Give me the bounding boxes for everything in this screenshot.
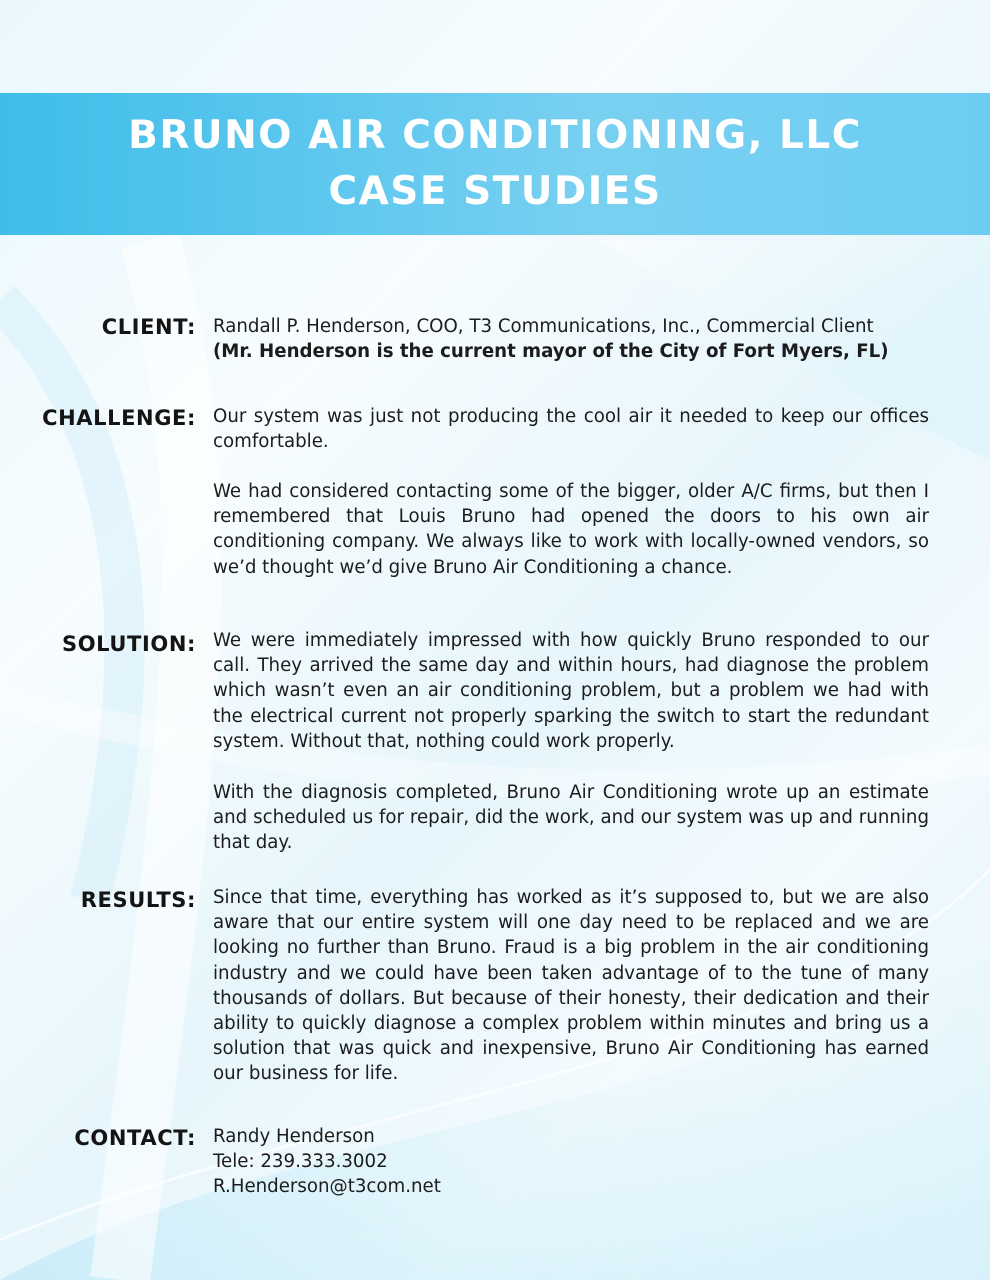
page-title-line1: BRUNO AIR CONDITIONING, LLC (128, 113, 862, 158)
results-label: RESULTS: (80, 888, 196, 912)
challenge-section (213, 404, 929, 454)
contact-section (213, 1124, 929, 1200)
solution-paragraph-2: With the diagnosis completed, Bruno Air Conditioning wrote up an estimate and scheduled us for repair, did the work, and our system was up and running that day. (213, 782, 929, 854)
results-section (213, 885, 929, 1087)
solution-paragraph-1: We were immediately impressed with how quickly Bruno responded to our call. They arrived the same day and within hours, had diagnose the problem which wasn’t even an air conditioning problem, but a problem we had with the electrical current not properly sparking the switch to start the redundant system. Without that, nothing could work properly. (213, 630, 929, 752)
contact-phone: Tele: 239.333.3002 (213, 1151, 388, 1173)
contact-name: Randy Henderson (213, 1126, 375, 1147)
client-note: (Mr. Henderson is the current mayor of the City of Fort Myers, FL) (213, 341, 889, 363)
challenge-section-2 (213, 479, 929, 580)
challenge-label: CHALLENGE: (42, 406, 196, 430)
client-label: CLIENT: (101, 315, 196, 339)
challenge-paragraph-2: We had considered contacting some of the bigger, older A/C firms, but then I remembered that Louis Bruno had opened the doors to his own air conditioning company. We always like to work with locally-owned vendors, so we’d thought we’d give Bruno Air Conditioning a chance. (213, 481, 929, 578)
challenge-paragraph-1: Our system was just not producing the cool air it needed to keep our offices comfortable. (213, 406, 929, 453)
solution-label: SOLUTION: (61, 632, 196, 656)
solution-section (213, 628, 929, 754)
results-paragraph: Since that time, everything has worked as it’s supposed to, but we are also aware that our entire system will one day need to be replaced and we are looking no further than Bruno. Fraud is a big problem in the air conditioning industry and we could have been taken advantage of to the tune of many thousands of dollars. But because of their honesty, their dedication and their ability to quickly diagnose a complex problem within minutes and bring us a solution that was quick and inexpensive, Bruno Air Conditioning has earned our business for life. (213, 887, 929, 1085)
page-title-line2: CASE STUDIES (328, 169, 662, 214)
client-name: Randall P. Henderson, COO, T3 Communications, Inc., Commercial Client (213, 316, 874, 337)
solution-section-2 (213, 780, 929, 856)
contact-email: R.Henderson@t3com.net (213, 1176, 441, 1198)
contact-label: CONTACT: (74, 1126, 196, 1150)
client-section (213, 314, 929, 364)
